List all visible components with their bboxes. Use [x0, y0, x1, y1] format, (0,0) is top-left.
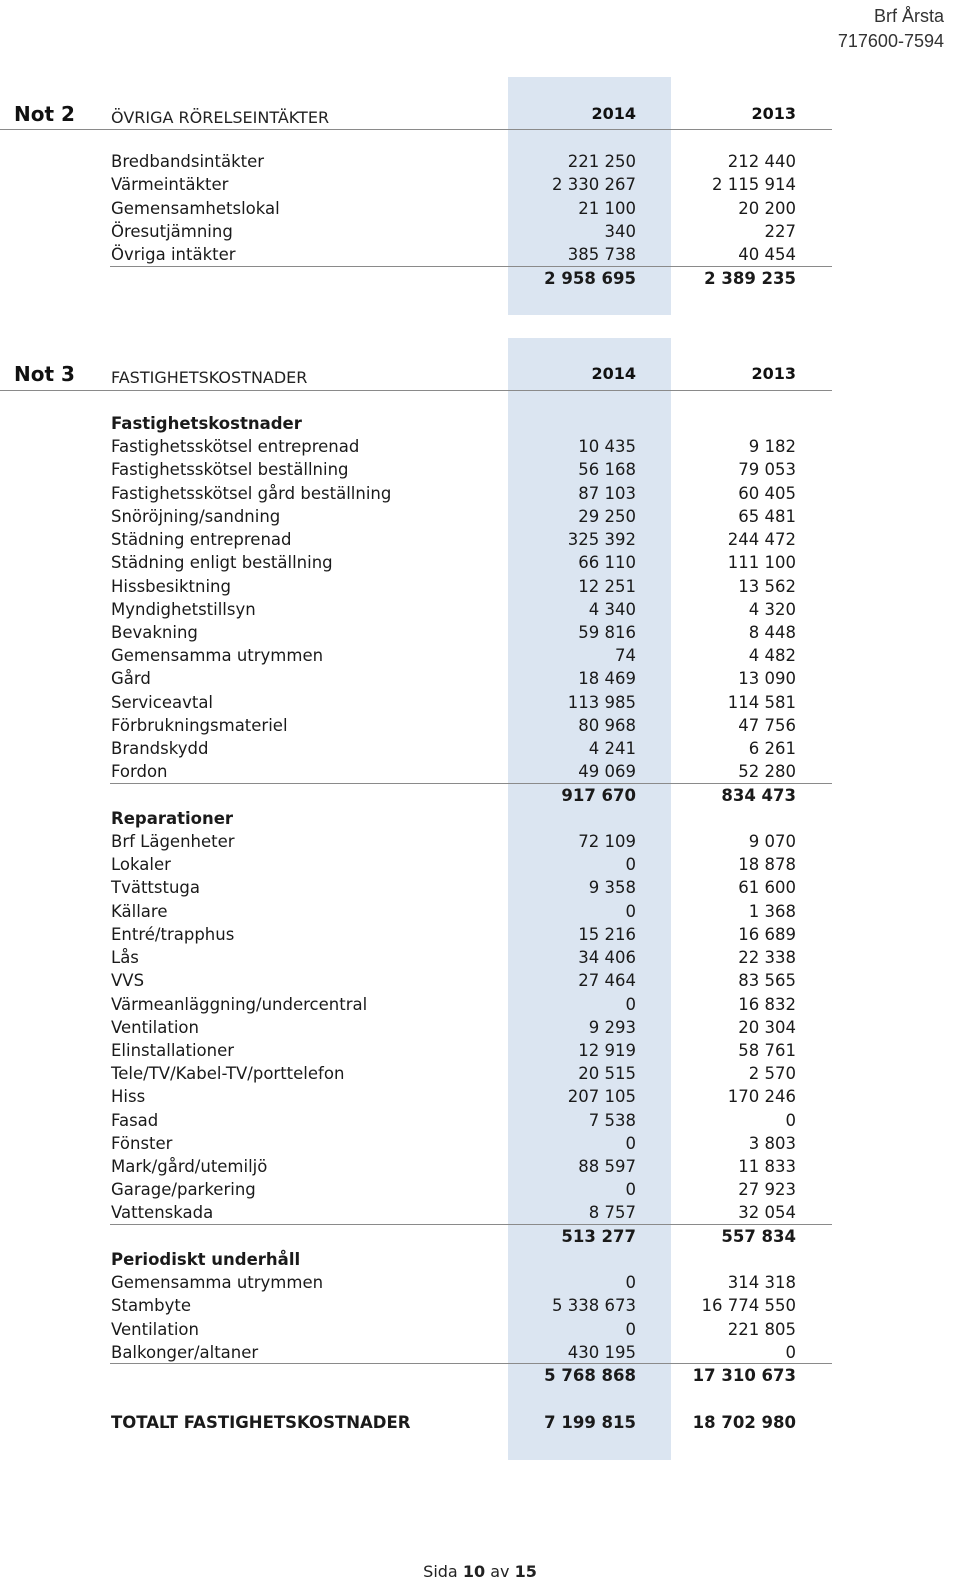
row-value-2013: 3 803 [748, 1133, 796, 1153]
row-value-2014: 9 293 [588, 1017, 636, 1037]
row-label: Vattenskada [111, 1203, 214, 1223]
note3-table-row [0, 552, 832, 576]
row-label: Gemensamma utrymmen [111, 1273, 324, 1293]
row-value-2014: 430 195 [567, 1342, 636, 1362]
row-value-2013: 61 600 [738, 878, 796, 898]
row-label: Fastighetskostnader [111, 414, 302, 433]
row-label: Gård [111, 669, 151, 689]
note3-subtotal-row [0, 785, 832, 809]
row-value-2013: 9 182 [748, 437, 796, 457]
note3-header [0, 354, 832, 394]
note3-table-row [0, 1086, 832, 1110]
row-value-2013: 2 115 914 [712, 175, 796, 195]
row-value-2014: 9 358 [588, 878, 636, 898]
row-value-2014: 29 250 [578, 506, 636, 526]
note3-table-row [0, 1272, 832, 1296]
row-value-2013: 18 878 [738, 855, 796, 875]
row-value-2013: 20 200 [738, 198, 796, 218]
note3-subtotal-row [0, 1365, 832, 1389]
note3-table-row [0, 901, 832, 925]
note2-header-rule [0, 129, 832, 130]
note3-table-row [0, 483, 832, 507]
footer-page-number: 10 [462, 1562, 486, 1581]
row-label: Fastighetsskötsel entreprenad [111, 437, 360, 457]
row-value-2014: 0 [625, 901, 636, 921]
row-value-2014: 4 241 [588, 739, 636, 759]
row-label: Förbrukningsmateriel [111, 715, 288, 735]
row-value-2014: 113 985 [567, 692, 636, 712]
row-label: Mark/gård/utemiljö [111, 1157, 268, 1177]
total-row [0, 1412, 832, 1436]
note2-table-row [0, 151, 832, 175]
row-value-2013: 4 320 [748, 599, 796, 619]
row-value-2013: 314 318 [727, 1273, 796, 1293]
row-label: Städning enligt beställning [111, 553, 333, 573]
note3-table-row [0, 668, 832, 692]
row-value-2014: 12 251 [578, 576, 636, 596]
row-value-2013: 13 562 [738, 576, 796, 596]
row-value-2014: 0 [625, 1273, 636, 1293]
row-value-2013: 9 070 [748, 831, 796, 851]
row-value-2013: 27 923 [738, 1180, 796, 1200]
row-value-2013: 17 310 673 [692, 1366, 796, 1386]
row-value-2013: 16 832 [738, 994, 796, 1014]
note2-year2: 2013 [751, 104, 796, 123]
note3-section-heading [0, 413, 832, 437]
row-value-2013: 2 570 [748, 1064, 796, 1084]
note3-table-row [0, 1156, 832, 1180]
page-footer [0, 1562, 960, 1581]
note3-table-row [0, 831, 832, 855]
footer-prefix: Sida [423, 1562, 458, 1581]
row-value-2013: 16 774 550 [701, 1296, 796, 1316]
note3-table-row [0, 715, 832, 739]
row-label: Reparationer [111, 808, 234, 828]
row-label: Fastighetsskötsel beställning [111, 460, 349, 480]
note2-header [0, 94, 832, 134]
row-value-2013: 47 756 [738, 715, 796, 735]
row-value-2014: 12 919 [578, 1040, 636, 1060]
row-label: Källare [111, 901, 168, 921]
row-label: Värmeintäkter [111, 175, 229, 195]
row-value-2013: 58 761 [738, 1040, 796, 1060]
note3-subtotal-row [0, 1226, 832, 1250]
row-label: Elinstallationer [111, 1040, 235, 1060]
row-value-2014: 325 392 [567, 530, 636, 550]
note3-table-row [0, 1202, 832, 1226]
row-label: Fastighetsskötsel gård beställning [111, 483, 392, 503]
row-label: Lås [111, 948, 139, 968]
row-label: Balkonger/altaner [111, 1342, 259, 1362]
row-value-2014: 221 250 [567, 152, 636, 171]
note3-section-heading [0, 1249, 832, 1273]
row-label: Öresutjämning [111, 221, 233, 241]
row-label: Städning entreprenad [111, 530, 292, 550]
note2-subtotal-row [0, 268, 832, 292]
note3-table-row [0, 692, 832, 716]
row-label: Myndighetstillsyn [111, 599, 256, 619]
row-value-2013: 0 [785, 1110, 796, 1130]
note3-table-row [0, 854, 832, 878]
note3-table-row [0, 1342, 832, 1366]
organization-number: 717600-7594 [837, 31, 944, 51]
row-value-2013: 1 368 [748, 901, 796, 921]
total-value-2013: 18 702 980 [692, 1413, 796, 1432]
row-value-2013: 0 [785, 1342, 796, 1362]
row-value-2013: 221 805 [727, 1319, 796, 1339]
note3-table-row [0, 1179, 832, 1203]
row-value-2014: 66 110 [578, 553, 636, 573]
row-label: Tvättstuga [111, 878, 201, 898]
row-value-2013: 11 833 [738, 1157, 796, 1177]
row-label: Lokaler [111, 855, 171, 875]
row-value-2013: 16 689 [738, 924, 796, 944]
row-value-2014: 340 [604, 221, 636, 241]
row-label: Bredbandsintäkter [111, 152, 265, 171]
row-label: Fasad [111, 1110, 159, 1130]
row-label: Gemensamhetslokal [111, 198, 280, 218]
note2-number: Not 2 [14, 102, 75, 126]
organization-name: Brf Årsta [873, 6, 944, 26]
note2-table-row [0, 244, 832, 268]
organization-header [838, 4, 944, 54]
note3-subtotal-rule [110, 783, 832, 784]
row-value-2013: 52 280 [738, 762, 796, 782]
row-value-2013: 170 246 [727, 1087, 796, 1107]
row-value-2013: 20 304 [738, 1017, 796, 1037]
row-value-2013: 227 [764, 221, 796, 241]
row-label: Brandskydd [111, 739, 209, 759]
note3-table-row [0, 877, 832, 901]
footer-separator: av [490, 1562, 510, 1581]
row-value-2014: 87 103 [578, 483, 636, 503]
note3-subtotal-rule [110, 1363, 832, 1364]
row-value-2014: 917 670 [561, 785, 636, 805]
row-label: Tele/TV/Kabel-TV/porttelefon [111, 1064, 345, 1084]
row-value-2014: 0 [625, 1180, 636, 1200]
footer-page-total: 15 [514, 1562, 537, 1581]
row-value-2014: 80 968 [578, 715, 636, 735]
row-value-2014: 513 277 [561, 1226, 636, 1246]
row-value-2013: 79 053 [738, 460, 796, 480]
row-value-2014: 5 338 673 [552, 1296, 636, 1316]
row-label: Fönster [111, 1133, 173, 1153]
row-value-2014: 0 [625, 855, 636, 875]
row-value-2013: 32 054 [738, 1203, 796, 1223]
row-label: Hiss [111, 1087, 146, 1107]
note2-table-row [0, 198, 832, 222]
note3-number: Not 3 [14, 362, 75, 386]
row-value-2013: 65 481 [738, 506, 796, 526]
row-value-2013: 40 454 [738, 245, 796, 265]
row-value-2014: 59 816 [578, 622, 636, 642]
row-value-2013: 13 090 [738, 669, 796, 689]
note3-table-row [0, 529, 832, 553]
row-value-2014: 7 538 [588, 1110, 636, 1130]
row-label: Fordon [111, 762, 168, 782]
row-value-2014: 5 768 868 [544, 1366, 636, 1386]
note3-table-row [0, 924, 832, 948]
row-value-2014: 88 597 [578, 1157, 636, 1177]
row-value-2013: 22 338 [738, 948, 796, 968]
row-label: Serviceavtal [111, 692, 214, 712]
row-label: Garage/parkering [111, 1180, 256, 1200]
note3-table-row [0, 1040, 832, 1064]
row-value-2013: 114 581 [727, 692, 796, 712]
note3-table-row [0, 506, 832, 530]
note3-table-row [0, 970, 832, 994]
note2-subtotal-rule [110, 266, 832, 267]
row-value-2014: 2 958 695 [544, 268, 636, 288]
row-value-2013: 244 472 [727, 530, 796, 550]
row-label: Entré/trapphus [111, 924, 235, 944]
row-label: Hissbesiktning [111, 576, 231, 596]
note3-table-row [0, 994, 832, 1018]
note3-table-row [0, 1017, 832, 1041]
note3-year1: 2014 [591, 364, 636, 383]
note2-title: ÖVRIGA RÖRELSEINTÄKTER [111, 108, 330, 127]
row-label: Ventilation [111, 1017, 199, 1037]
note3-subtotal-rule [110, 1224, 832, 1225]
row-label: Snöröjning/sandning [111, 506, 281, 526]
row-value-2014: 4 340 [588, 599, 636, 619]
row-value-2013: 6 261 [748, 739, 796, 759]
row-value-2014: 27 464 [578, 971, 636, 991]
note2-table-row [0, 221, 832, 245]
note3-table-row [0, 1110, 832, 1134]
row-value-2014: 0 [625, 1133, 636, 1153]
row-value-2014: 207 105 [567, 1087, 636, 1107]
row-label: Periodiskt underhåll [111, 1249, 301, 1269]
row-label: VVS [111, 971, 145, 991]
row-label: Värmeanläggning/undercentral [111, 994, 368, 1014]
total-label: TOTALT FASTIGHETSKOSTNADER [111, 1413, 411, 1432]
note3-table-row [0, 436, 832, 460]
row-value-2013: 8 448 [748, 622, 796, 642]
row-value-2014: 0 [625, 1319, 636, 1339]
row-value-2014: 2 330 267 [552, 175, 636, 195]
row-label: Gemensamma utrymmen [111, 646, 324, 666]
row-value-2013: 212 440 [727, 152, 796, 171]
total-value-2014: 7 199 815 [544, 1413, 636, 1432]
note3-table-row [0, 761, 832, 785]
row-value-2013: 557 834 [721, 1226, 796, 1246]
row-value-2013: 4 482 [748, 646, 796, 666]
row-value-2014: 21 100 [578, 198, 636, 218]
note3-table-row [0, 1133, 832, 1157]
row-label: Övriga intäkter [111, 245, 236, 265]
note3-title: FASTIGHETSKOSTNADER [111, 368, 308, 387]
note3-table-row [0, 947, 832, 971]
row-label: Bevakning [111, 622, 198, 642]
row-value-2014: 72 109 [578, 831, 636, 851]
row-value-2014: 10 435 [578, 437, 636, 457]
note3-table-row [0, 599, 832, 623]
row-value-2014: 385 738 [567, 245, 636, 265]
row-value-2013: 2 389 235 [704, 268, 796, 288]
note3-table-row [0, 738, 832, 762]
note3-table-row [0, 1295, 832, 1319]
row-value-2014: 8 757 [588, 1203, 636, 1223]
row-value-2013: 60 405 [738, 483, 796, 503]
note3-section-heading [0, 808, 832, 832]
row-value-2014: 0 [625, 994, 636, 1014]
row-value-2014: 74 [615, 646, 636, 666]
note3-year2: 2013 [751, 364, 796, 383]
row-value-2014: 18 469 [578, 669, 636, 689]
row-label: Ventilation [111, 1319, 199, 1339]
note3-table-row [0, 1063, 832, 1087]
row-value-2013: 83 565 [738, 971, 796, 991]
note3-table-row [0, 1319, 832, 1343]
row-value-2014: 20 515 [578, 1064, 636, 1084]
row-value-2013: 834 473 [721, 785, 796, 805]
note2-table-row [0, 174, 832, 198]
note3-table-row [0, 459, 832, 483]
row-value-2014: 49 069 [578, 762, 636, 782]
note3-table-row [0, 645, 832, 669]
note3-table-row [0, 622, 832, 646]
row-label: Brf Lägenheter [111, 831, 235, 851]
row-value-2013: 111 100 [727, 553, 796, 573]
row-value-2014: 15 216 [578, 924, 636, 944]
row-value-2014: 56 168 [578, 460, 636, 480]
note2-year1: 2014 [591, 104, 636, 123]
note3-table-row [0, 576, 832, 600]
note3-header-rule [0, 390, 832, 391]
row-value-2014: 34 406 [578, 948, 636, 968]
row-label: Stambyte [111, 1296, 191, 1316]
